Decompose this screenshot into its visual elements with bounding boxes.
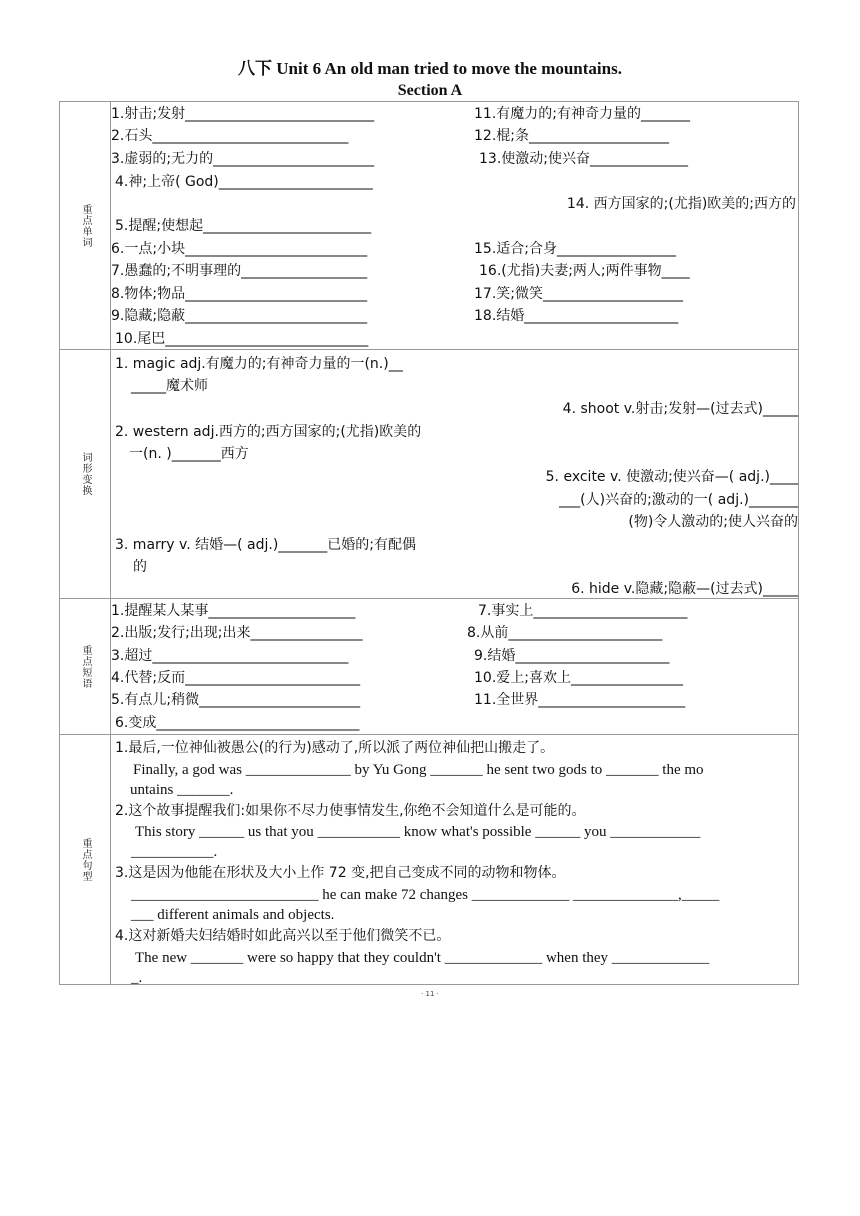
list-item: 4.这对新婚夫妇结婚时如此高兴以至于他们微笑不已。: [115, 928, 451, 944]
section-label: 词形变换: [60, 350, 111, 598]
list-item: 3.虚弱的;无力的_______________________: [111, 151, 375, 167]
list-item: 一(n. )_______西方: [129, 446, 249, 462]
list-item: 15.适合;合身_________________: [474, 241, 676, 257]
words-content: [111, 102, 798, 349]
forms-section: [60, 350, 798, 599]
page-title: 八下 Unit 6 An old man tried to move the mountains.: [238, 59, 622, 78]
sentences-section: [60, 735, 798, 985]
list-item: 6.一点;小块__________________________: [111, 241, 368, 257]
list-item: ___________.: [131, 844, 218, 860]
list-item: This story ______ us that you ___________ know what's possible ______ you ____________: [135, 824, 701, 840]
list-item: ___ different animals and objects.: [131, 907, 335, 923]
list-item: 5.提醒;使想起________________________: [115, 218, 372, 234]
list-item: 1.提醒某人某事_____________________: [111, 603, 356, 619]
list-item: 8.物体;物品__________________________: [111, 286, 368, 302]
list-item: 8.从前______________________: [467, 625, 663, 641]
section-label: 重点单词: [60, 102, 111, 349]
list-item: 5.有点儿;稍微_______________________: [111, 692, 361, 708]
list-item: 9.隐藏;隐蔽__________________________: [111, 308, 368, 324]
list-item: 9.结婚______________________: [474, 648, 670, 664]
list-item: 2. western adj.西方的;西方国家的;(尤指)欧美的: [115, 424, 422, 440]
sentences-content: [111, 735, 798, 985]
phrases-section: [60, 599, 798, 735]
list-item: 16.(尤指)夫妻;两人;两件事物____: [479, 263, 690, 279]
list-item: 4.神;上帝( God)______________________: [115, 174, 373, 190]
list-item: untains _______.: [130, 782, 234, 798]
list-item: 18.结婚______________________: [474, 308, 679, 324]
list-item: 14. 西方国家的;(尤指)欧美的;西方的: [566, 196, 796, 212]
list-item: 11.全世界_____________________: [474, 692, 686, 708]
list-item: 4. shoot v.射击;发射—(过去式)_____: [562, 401, 798, 417]
list-item: 6. hide v.隐藏;隐蔽—(过去式)_____: [571, 581, 798, 597]
page-number: · 11 ·: [421, 990, 439, 998]
list-item: ___(人)兴奋的;激动的一( adj.)_______: [559, 492, 798, 508]
list-item: 1.最后,一位神仙被愚公(的行为)感动了,所以派了两位神仙把山搬走了。: [115, 740, 555, 756]
list-item: (物)令人激动的;使人兴奋的: [628, 514, 798, 530]
list-item: 3. marry v. 结婚—( adj.)_______已婚的;有配偶: [115, 537, 417, 553]
list-item: 3.超过____________________________: [111, 648, 349, 664]
forms-content: [111, 350, 798, 598]
list-item: 12.棍;条____________________: [474, 128, 669, 144]
list-item: 2.出版;发行;出现;出来________________: [111, 625, 363, 641]
section-label: 重点短语: [60, 599, 111, 734]
list-item: The new _______ were so happy that they couldn't _____________ when they _____________: [135, 950, 710, 966]
list-item: 的: [133, 559, 147, 575]
words-section: [60, 102, 798, 350]
list-item: 2.这个故事提醒我们:如果你不尽力使事情发生,你绝不会知道什么是可能的。: [115, 803, 586, 819]
list-item: Finally, a god was ______________ by Yu Gong _______ he sent two gods to _______ the mo: [133, 762, 704, 778]
list-item: 2.石头____________________________: [111, 128, 349, 144]
worksheet-table: [59, 101, 799, 985]
list-item: 3.这是因为他能在形状及大小上作 72 变,把自己变成不同的动物和物体。: [115, 865, 566, 881]
list-item: 7.愚蠢的;不明事理的__________________: [111, 263, 368, 279]
phrases-content: [111, 599, 798, 734]
list-item: 10.爱上;喜欢上________________: [474, 670, 683, 686]
list-item: _.: [131, 970, 143, 986]
list-item: _____魔术师: [131, 378, 208, 394]
list-item: 7.事实上______________________: [478, 603, 688, 619]
list-item: 17.笑;微笑____________________: [474, 286, 683, 302]
list-item: 10.尾巴_____________________________: [115, 331, 369, 347]
section-title: Section A: [397, 82, 463, 99]
list-item: 4.代替;反而_________________________: [111, 670, 361, 686]
list-item: 5. excite v. 使激动;使兴奋—( adj.)____: [545, 469, 798, 485]
list-item: 13.使激动;使兴奋______________: [479, 151, 688, 167]
list-item: 6.变成_____________________________: [115, 715, 360, 731]
section-label: 重点句型: [60, 735, 111, 985]
list-item: _________________________ he can make 72 changes _____________ ______________,_____: [131, 887, 720, 903]
list-item: 1.射击;发射___________________________: [111, 106, 375, 122]
list-item: 11.有魔力的;有神奇力量的_______: [474, 106, 690, 122]
list-item: 1. magic adj.有魔力的;有神奇力量的一(n.)__: [115, 356, 403, 372]
